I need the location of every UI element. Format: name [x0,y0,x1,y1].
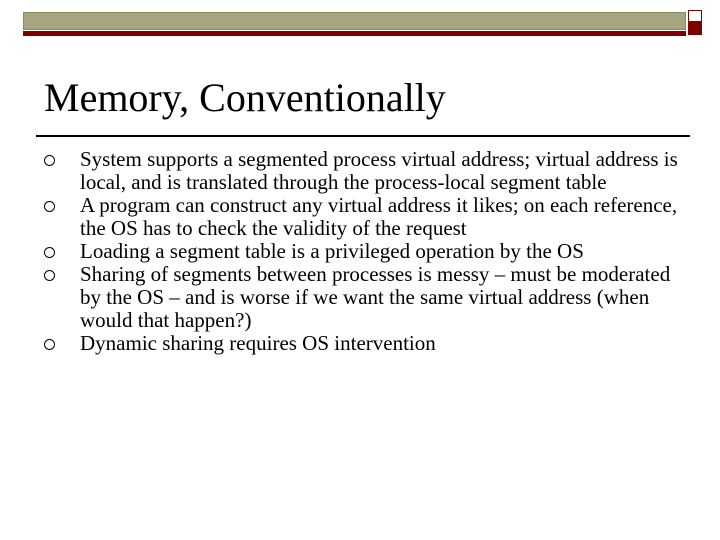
hollow-circle-bullet-icon [44,270,55,281]
slide-title: Memory, Conventionally [44,75,446,120]
hollow-circle-bullet-icon [44,247,55,258]
header-accent-bar [23,31,686,36]
bullet-list [44,148,684,355]
list-item [44,148,684,194]
hollow-circle-bullet-icon [44,155,55,166]
header-decoration-bar [23,12,686,30]
corner-square-filled [688,21,702,35]
bullet-text: Loading a segment table is a privileged operation by the OS [80,239,584,263]
list-item [44,263,684,332]
list-item [44,194,684,240]
hollow-circle-bullet-icon [44,201,55,212]
hollow-circle-bullet-icon [44,339,55,350]
bullet-text: Sharing of segments between processes is messy – must be moderated by the OS – and is worse if we want the same virtual address (when would that happen?) [80,262,671,332]
bullet-text: Dynamic sharing requires OS intervention [80,331,436,355]
bullet-text: System supports a segmented process virtual address; virtual address is local, and is translated through the process-local segment table [80,147,678,194]
list-item [44,332,684,355]
bullet-text: A program can construct any virtual address it likes; on each reference, the OS has to check the validity of the request [80,193,678,240]
list-item [44,240,684,263]
title-divider [36,135,690,137]
